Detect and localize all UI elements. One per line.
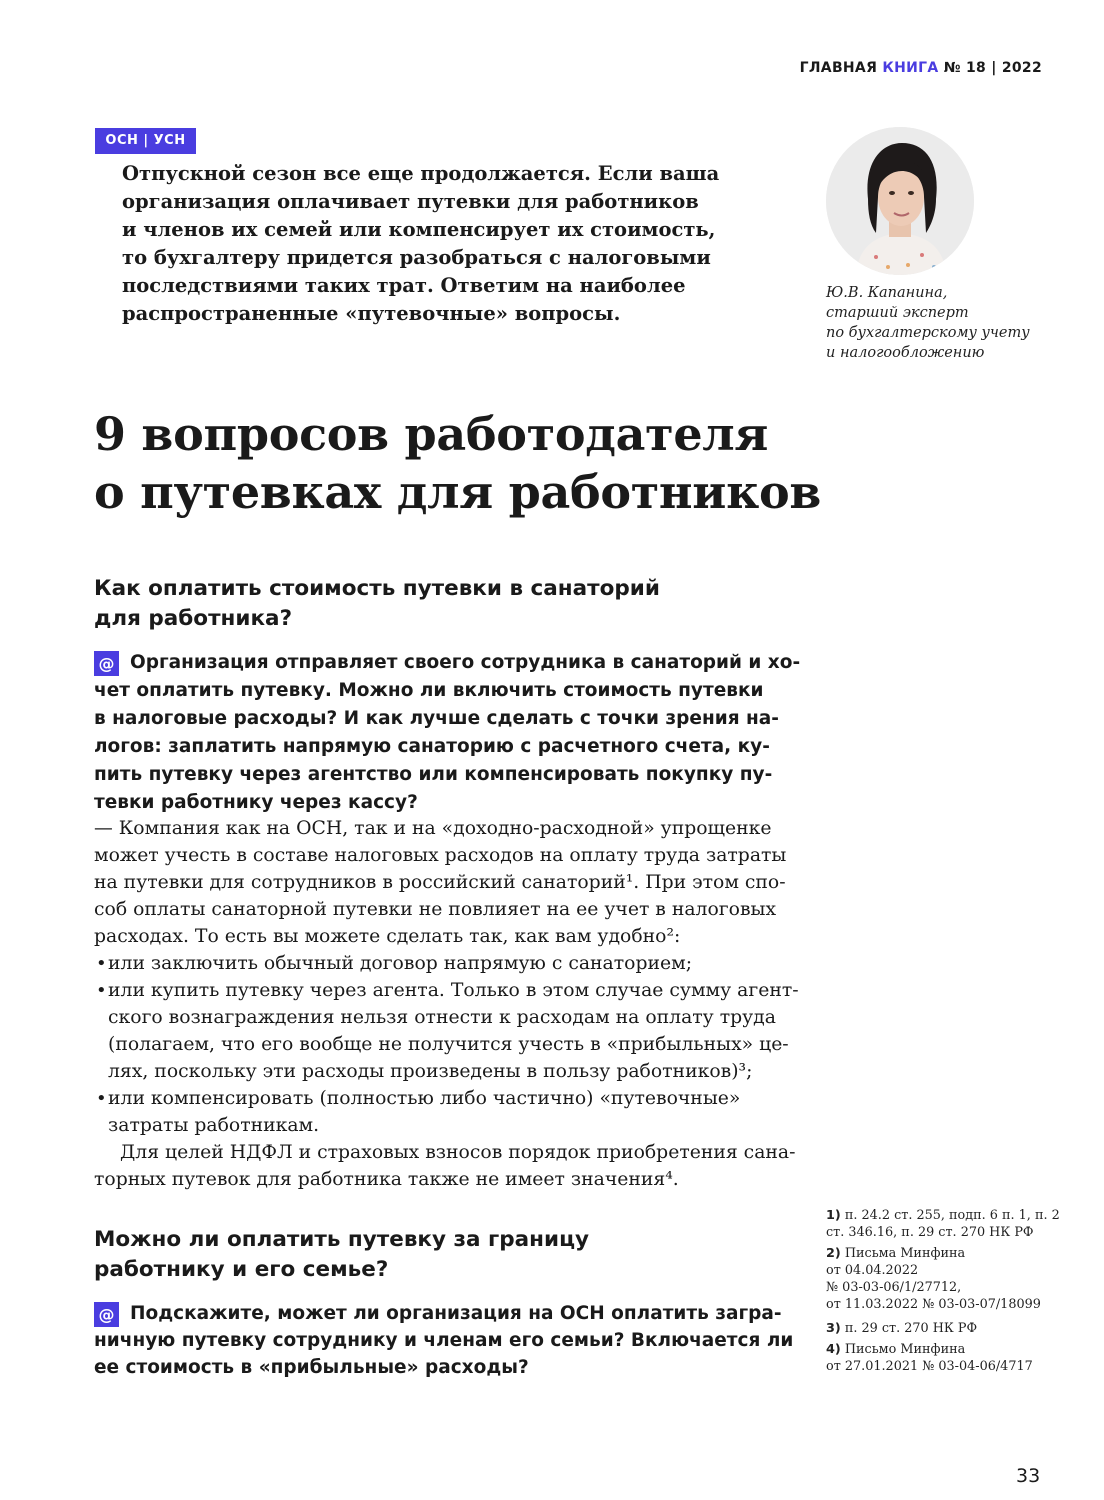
bullet-line: затраты работникам. bbox=[108, 1115, 320, 1136]
lead-line: Отпускной сезон все еще продолжается. Если ваша bbox=[122, 162, 720, 185]
footnote bbox=[826, 1245, 1041, 1313]
footnote-number: 3) bbox=[826, 1321, 841, 1336]
question-line: Подскажите, может ли организация на ОСН оплатить загра- bbox=[130, 1303, 782, 1324]
question-icon: @ bbox=[94, 651, 119, 676]
lead-line: последствиями таких трат. Ответим на наиболее bbox=[122, 274, 686, 297]
footnote-number: 2) bbox=[826, 1246, 841, 1261]
lead-line: организация оплачивает путевки для работников bbox=[122, 190, 699, 213]
bullet-line: (полагаем, что его вообще не получится учесть в «прибыльных» це- bbox=[108, 1034, 789, 1055]
masthead-title: ГЛАВНАЯ bbox=[799, 60, 878, 76]
answer-line: — Компания как на ОСН, так и на «доходно-расходной» упрощенке bbox=[94, 818, 772, 839]
section-1-title bbox=[94, 574, 660, 634]
footnote-text: п. 29 ст. 270 НК РФ bbox=[844, 1321, 978, 1336]
footnote-text: Письма Минфина bbox=[844, 1246, 966, 1261]
footnote-number: 1) bbox=[826, 1208, 841, 1223]
author-caption bbox=[826, 283, 1030, 363]
author-role: по бухгалтерскому учету bbox=[826, 325, 1030, 341]
footnote bbox=[826, 1207, 1060, 1241]
bullet-mark: • bbox=[96, 953, 107, 974]
footnote-text: Письмо Минфина bbox=[844, 1342, 966, 1357]
bullet-mark: • bbox=[96, 980, 107, 1001]
footnote-number: 4) bbox=[826, 1342, 841, 1357]
headline-line: о путевках для работников bbox=[94, 465, 822, 519]
answer-line: может учесть в составе налоговых расходов на оплату труда затраты bbox=[94, 845, 787, 866]
masthead-title-accent: КНИГА bbox=[882, 60, 939, 76]
footnote-text: от 27.01.2021 № 03-04-06/4717 bbox=[826, 1359, 1033, 1374]
author-name: Ю.В. Капанина, bbox=[826, 285, 948, 301]
question-line: чет оплатить путевку. Можно ли включить стоимость путевки bbox=[94, 680, 764, 701]
section-title-line: работнику и его семье? bbox=[94, 1257, 389, 1282]
author-portrait bbox=[826, 127, 974, 275]
lead-paragraph bbox=[122, 160, 722, 328]
masthead bbox=[800, 60, 1042, 76]
bullet-line: лях, поскольку эти расходы произведены в пользу работников)³; bbox=[108, 1061, 753, 1082]
answer-line: на путевки для сотрудников в российский санаторий¹. При этом спо- bbox=[94, 872, 786, 893]
footnote-text: п. 24.2 ст. 255, подп. 6 п. 1, п. 2 bbox=[844, 1208, 1060, 1223]
author-role: старший эксперт bbox=[826, 305, 969, 321]
closing-line: торных путевок для работника также не имеет значения⁴. bbox=[94, 1169, 679, 1190]
footnote bbox=[826, 1320, 977, 1337]
lead-line: то бухгалтеру придется разобраться с налоговыми bbox=[122, 246, 711, 269]
bullet-line: ского вознаграждения нельзя отнести к расходам на оплату труда bbox=[108, 1007, 776, 1028]
answer-line: соб оплаты санаторной путевки не повлияет на ее учет в налоговых bbox=[94, 899, 777, 920]
article-headline bbox=[94, 405, 821, 521]
bullet-line: или купить путевку через агента. Только в этом случае сумму агент- bbox=[108, 980, 799, 1001]
question-line: пить путевку через агентство или компенсировать покупку пу- bbox=[94, 764, 773, 785]
section-2-title bbox=[94, 1225, 589, 1285]
question-icon: @ bbox=[94, 1302, 119, 1327]
masthead-issue: № 18 | 2022 bbox=[943, 60, 1042, 76]
section-title-line: Можно ли оплатить путевку за границу bbox=[94, 1227, 590, 1252]
category-tag: ОСН | УСН bbox=[95, 128, 196, 154]
footnote-text: от 04.04.2022 bbox=[826, 1263, 919, 1278]
question-line: ее стоимость в «прибыльные» расходы? bbox=[94, 1357, 529, 1378]
section-title-line: для работника? bbox=[94, 606, 293, 631]
question-line: логов: заплатить напрямую санаторию с расчетного счета, ку- bbox=[94, 736, 770, 757]
page-number: 33 bbox=[1016, 1465, 1041, 1487]
closing-line: Для целей НДФЛ и страховых взносов порядок приобретения сана- bbox=[120, 1142, 796, 1163]
section-title-line: Как оплатить стоимость путевки в санаторий bbox=[94, 576, 660, 601]
bullet-line: или компенсировать (полностью либо частично) «путевочные» bbox=[108, 1088, 741, 1109]
footnote-text: от 11.03.2022 № 03-03-07/18099 bbox=[826, 1297, 1041, 1312]
footnote-text: ст. 346.16, п. 29 ст. 270 НК РФ bbox=[826, 1225, 1034, 1240]
bullet-mark: • bbox=[96, 1088, 107, 1109]
question-line: Организация отправляет своего сотрудника в санаторий и хо- bbox=[130, 652, 801, 673]
headline-line: 9 вопросов работодателя bbox=[94, 407, 769, 461]
question-line: тевки работнику через кассу? bbox=[94, 792, 418, 813]
lead-line: и членов их семей или компенсирует их стоимость, bbox=[122, 218, 716, 241]
answer-line: расходах. То есть вы можете сделать так, как вам удобно²: bbox=[94, 926, 681, 947]
question-line: в налоговые расходы? И как лучше сделать с точки зрения на- bbox=[94, 708, 779, 729]
footnote bbox=[826, 1341, 1033, 1375]
question-line: ничную путевку сотруднику и членам его семьи? Включается ли bbox=[94, 1330, 794, 1351]
author-role: и налогообложению bbox=[826, 345, 985, 361]
lead-line: распространенные «путевочные» вопросы. bbox=[122, 302, 621, 325]
footnote-text: № 03-03-06/1/27712, bbox=[826, 1280, 962, 1295]
bullet-line: или заключить обычный договор напрямую с санаторием; bbox=[108, 953, 693, 974]
